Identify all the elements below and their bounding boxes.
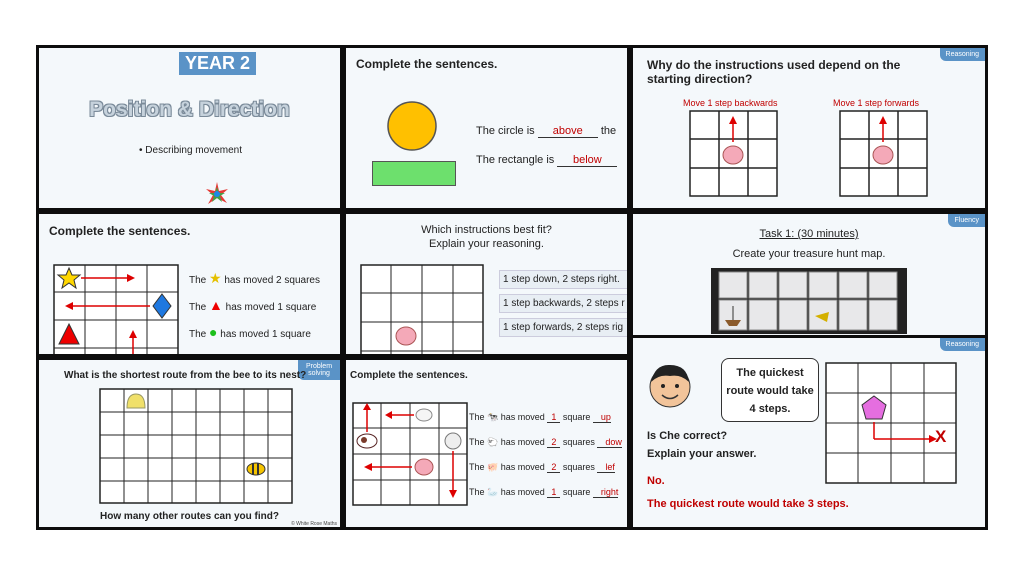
star-logo-icon (204, 181, 230, 207)
grid-animals (352, 402, 468, 506)
sentence-text: The (469, 437, 485, 447)
sentence-rectangle (476, 154, 617, 167)
answer-direction: lef (597, 462, 615, 473)
animal-sentences (469, 412, 622, 512)
slide-heading: Complete the sentences. (356, 57, 498, 71)
goose-icon: 🦢 (487, 487, 499, 497)
speech-bubble (721, 358, 819, 422)
sheep-icon: 🐑 (487, 437, 499, 447)
rectangle-shape (372, 161, 456, 186)
boy-avatar-icon (645, 360, 695, 410)
problem-solving-tag: Problem solving (298, 360, 340, 380)
answer-below: below (557, 154, 617, 167)
slide-question: What is the shortest route from the bee to its nest? (64, 370, 307, 381)
slide-subquestion: Explain your reasoning. (429, 238, 544, 250)
sentence-text: has moved (500, 487, 545, 497)
answer-steps: 2 (547, 437, 560, 448)
copyright-text: © White Rose Maths (291, 521, 337, 527)
star-icon: ★ (209, 270, 222, 286)
slide-bullet: • Describing movement (139, 145, 242, 156)
target-x-marker: X (935, 427, 947, 446)
answer-steps: 2 (547, 462, 560, 473)
answer-direction: up (593, 412, 611, 423)
sentence-text: The (189, 275, 207, 286)
answer-above: above (538, 125, 598, 138)
sentence-text: has moved 1 square (220, 329, 311, 340)
pig-icon: 🐖 (487, 462, 499, 472)
answer-no: No. (647, 475, 665, 487)
slide-question: Why do the instructions used depend on the starting direction? (647, 58, 901, 86)
sentence-sheep (469, 437, 622, 462)
sentence-text: The (189, 329, 207, 340)
sentence-pig (469, 462, 622, 487)
bubble-text: The quickest route would take 4 steps. (726, 367, 814, 415)
slide-footer: How many other routes can you find? (100, 511, 279, 522)
slide-best-fit (343, 211, 630, 357)
grid-bee (99, 388, 293, 504)
sentence-text: has moved (500, 462, 545, 472)
answer-steps: 1 (547, 487, 560, 498)
reasoning-tag: Reasoning (940, 48, 985, 61)
grid-backwards (689, 110, 779, 198)
year-badge: YEAR 2 (179, 52, 256, 75)
slide-che-route (630, 335, 988, 530)
sentence-text: the (600, 125, 617, 137)
option-list (499, 270, 630, 337)
question-explain: Explain your answer. (647, 448, 757, 460)
answer-direction: dow (597, 437, 622, 448)
sentence-text: The circle is (476, 125, 535, 137)
grid-forwards (839, 110, 929, 198)
circle-icon: ● (209, 324, 218, 340)
sentence-text: The (469, 487, 485, 497)
slide-starting-direction (630, 45, 988, 211)
task-title: Task 1: (30 minutes) (759, 228, 859, 240)
slide-title (36, 45, 343, 211)
sentence-goose (469, 487, 622, 512)
triangle-icon: ▲ (209, 297, 223, 313)
sentence-text: has moved 2 squares (224, 275, 320, 286)
slide-heading: Complete the sentences. (350, 370, 468, 381)
task-sub: Create your treasure hunt map. (732, 248, 886, 260)
grid-pig (360, 264, 484, 357)
slide-circle-rectangle (343, 45, 630, 211)
sentence-text: squares (562, 437, 595, 447)
slide-shapes-moved (36, 211, 343, 357)
slide-animals-moved (343, 357, 630, 530)
slide-question: Which instructions best fit? (421, 224, 552, 236)
option-1[interactable]: 1 step down, 2 steps right. (499, 270, 630, 289)
answer-explanation: The quickest route would take 3 steps. (647, 498, 849, 510)
option-2[interactable]: 1 step backwards, 2 steps r (499, 294, 630, 313)
sentence-star (189, 270, 320, 287)
slide-bee-route (36, 357, 343, 530)
sentence-circle (476, 125, 616, 138)
answer-steps: 1 (547, 412, 560, 423)
label-forwards: Move 1 step forwards (833, 98, 920, 108)
reasoning-tag: Reasoning (940, 338, 985, 351)
label-backwards: Move 1 step backwards (683, 98, 778, 108)
question-correct: Is Che correct? (647, 430, 728, 442)
option-3[interactable]: 1 step forwards, 2 steps rig (499, 318, 630, 337)
fluency-tag: Fluency (948, 214, 985, 227)
slide-main-title: Position & Direction (89, 98, 290, 121)
circle-shape (386, 100, 438, 152)
sentence-text: square (562, 487, 591, 497)
sentence-cow (469, 412, 622, 437)
grid-pentagon (825, 362, 957, 484)
sentence-text: The rectangle is (476, 154, 555, 166)
sentence-text: squares (562, 462, 595, 472)
sentence-text: The (469, 412, 485, 422)
slide-heading: Complete the sentences. (49, 224, 191, 238)
sentence-text: has moved 1 square (225, 302, 317, 313)
answer-direction: right (593, 487, 619, 498)
sentence-text: has moved (500, 437, 545, 447)
sentence-triangle (189, 297, 316, 313)
sentence-text: has moved (500, 412, 545, 422)
cow-icon: 🐄 (487, 412, 499, 422)
slide-treasure-hunt (630, 211, 988, 338)
treasure-map-photo (711, 268, 907, 334)
slide-collage (36, 45, 988, 530)
sentence-circle (189, 324, 311, 340)
sentence-text: The (469, 462, 485, 472)
sentence-text: The (189, 302, 207, 313)
sentence-text: square (562, 412, 591, 422)
grid-shapes (53, 264, 179, 357)
